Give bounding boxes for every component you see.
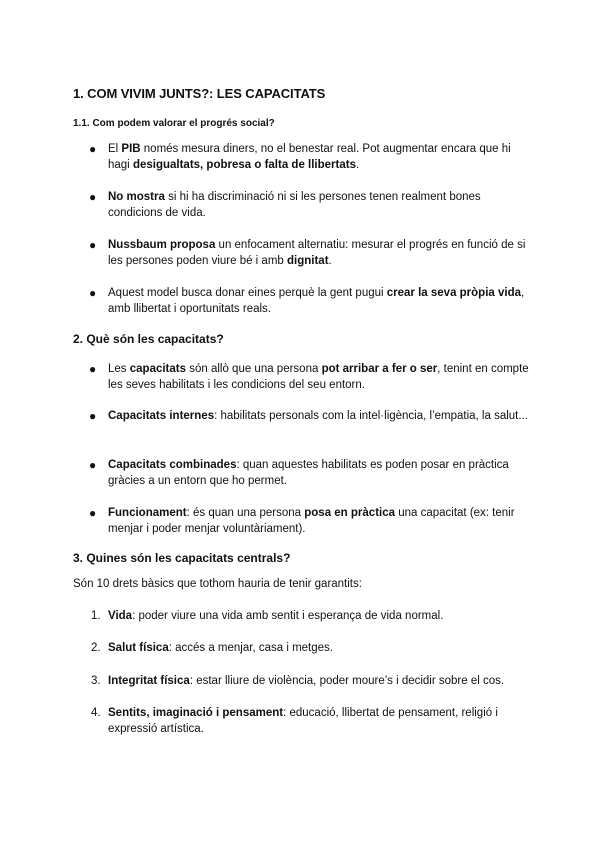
list-number: 1. bbox=[91, 610, 101, 622]
list-item: Sentits, imaginació i pensament: educació, llibertat de pensament, religió i expressió artística. bbox=[108, 707, 498, 735]
list-item: Les capacitats són allò que una persona pot arribar a fer o ser, tenint en compte les seves habilitats i les condicions del seu entorn. bbox=[108, 363, 529, 391]
section-heading: 3. Quines són les capacitats centrals? bbox=[73, 551, 291, 565]
bullet-marker: ● bbox=[89, 458, 97, 472]
page-title: 1. COM VIVIM JUNTS?: LES CAPACITATS bbox=[73, 86, 326, 101]
bullet-marker: ● bbox=[89, 506, 97, 520]
list-number: 3. bbox=[91, 675, 101, 687]
bullet-marker: ● bbox=[89, 238, 97, 252]
list-item: Aquest model busca donar eines perquè la gent pugui crear la seva pròpia vida, amb llibertat i oportunitats reals. bbox=[108, 287, 525, 315]
list-number: 4. bbox=[91, 707, 101, 719]
list-item: Capacitats combinades: quan aquestes habilitats es poden posar en pràctica gràcies a un entorn que ho permet. bbox=[108, 459, 509, 487]
bullet-marker: ● bbox=[89, 142, 97, 156]
list-item: Vida: poder viure una vida amb sentit i esperança de vida normal. bbox=[108, 610, 444, 622]
list-item: No mostra si hi ha discriminació ni si les persones tenen realment bones condicions de vida. bbox=[108, 191, 481, 219]
section-heading: 2. Què són les capacitats? bbox=[73, 332, 224, 346]
list-item: Capacitats internes: habilitats personals com la intel·ligència, l’empatia, la salut... bbox=[108, 410, 528, 422]
list-item: Nussbaum proposa un enfocament alternatiu: mesurar el progrés en funció de si les persones poden viure bé i amb dignitat. bbox=[108, 239, 526, 267]
subsection-heading: 1.1. Com podem valorar el progrés social? bbox=[73, 118, 275, 129]
bullet-marker: ● bbox=[89, 409, 97, 423]
bullet-marker: ● bbox=[89, 362, 97, 376]
bullet-marker: ● bbox=[89, 190, 97, 204]
list-item: Integritat física: estar lliure de violència, poder moure’s i decidir sobre el cos. bbox=[108, 675, 505, 687]
bullet-marker: ● bbox=[89, 286, 97, 300]
list-number: 2. bbox=[91, 642, 101, 654]
list-item: El PIB només mesura diners, no el benestar real. Pot augmentar encara que hi hagi desigualtats, pobresa o falta de llibertats. bbox=[108, 143, 511, 171]
section-intro: Són 10 drets bàsics que tothom hauria de tenir garantits: bbox=[73, 578, 362, 590]
list-item: Salut física: accés a menjar, casa i metges. bbox=[108, 642, 333, 654]
list-item: Funcionament: és quan una persona posa en pràctica una capacitat (ex: tenir menjar i poder menjar voluntàriament). bbox=[108, 507, 515, 535]
